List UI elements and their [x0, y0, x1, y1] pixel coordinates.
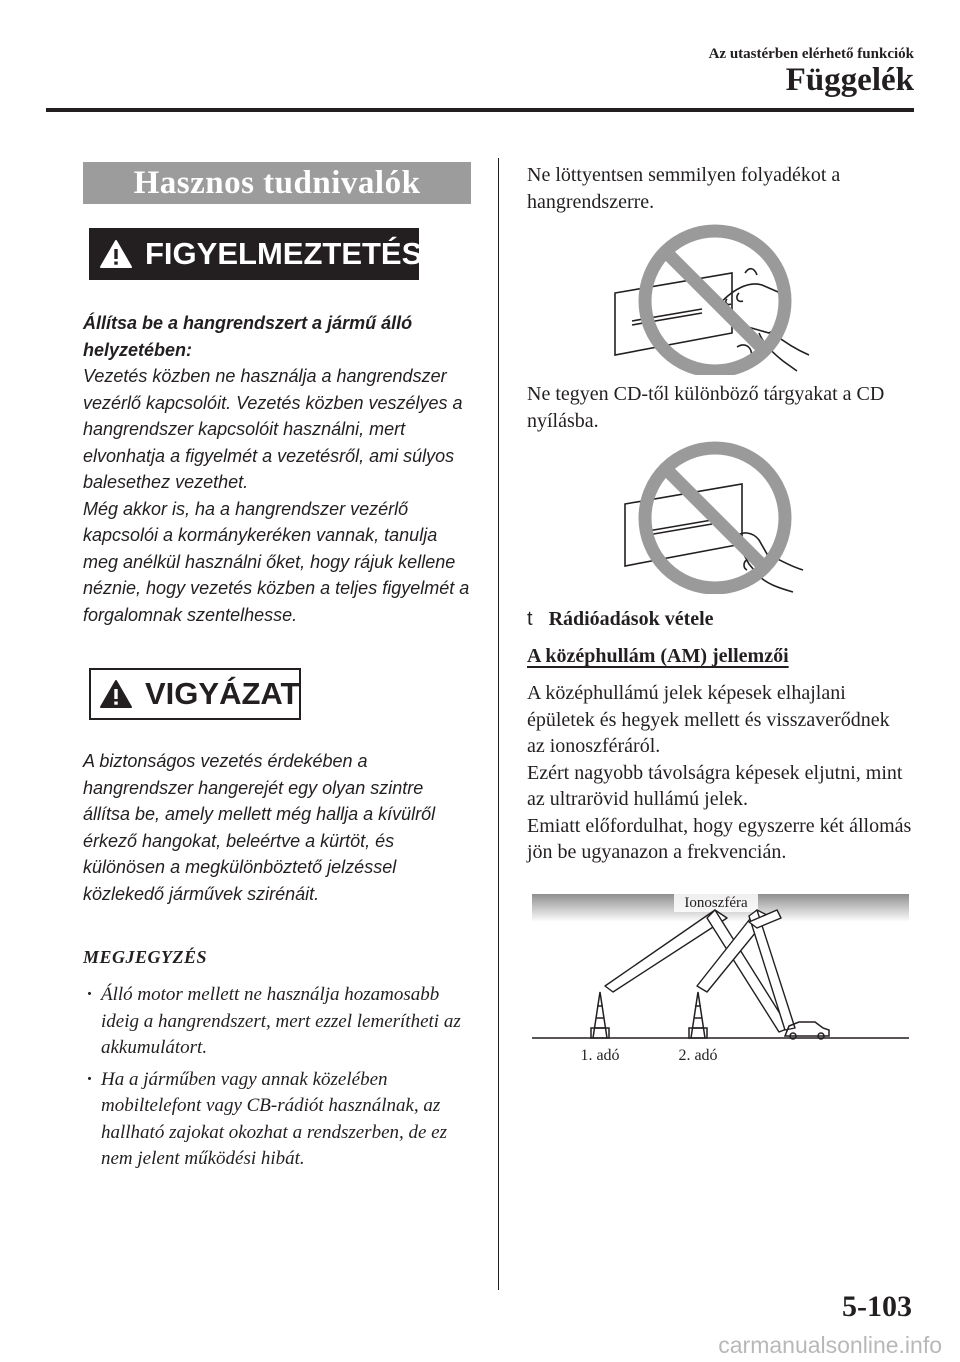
am-text — [527, 680, 912, 866]
subsection-label: Rádióadások vétele — [548, 608, 714, 630]
ionosphere-label: Ionoszféra — [684, 894, 748, 911]
header-rule — [46, 108, 914, 112]
left-column — [83, 162, 471, 1178]
paragraph: Ezért nagyobb távolságra képesek eljutni, mint az ultrarövid hullámú jelek. — [527, 761, 903, 810]
caution-paragraph: A biztonságos vezetés érdekében a hangrendszer hangerejét egy olyan szintre állítsa be, amely mellett még hallja a kívülről érkező hangokat, beleértve a kürtöt, és különösen a megkülönböztető jelzéssel közlekedő járművek szirénáit. — [83, 751, 436, 904]
warning-lead: Állítsa be a hangrendszert a jármű álló helyzetében: — [83, 313, 413, 360]
paragraph: A középhullámú jelek képesek elhajlani épületek és hegyek mellett és visszaverődnek az ionoszféráról. — [527, 682, 890, 757]
paragraph: Emiatt előfordulhat, hogy egyszerre két állomás jön be ugyanazon a frekvencián. — [527, 814, 912, 863]
note-heading: MEGJEGYZÉS — [83, 947, 208, 967]
note-list — [83, 982, 471, 1173]
chapter-title: Függelék — [785, 62, 914, 98]
no-foreign-object-illustration — [527, 434, 912, 594]
list-item: · Ha a járműben vagy annak közelében mobiltelefont vagy CB-rádiót használnak, az hallható zajokat okozhat a rendszerben, de ez nem jelent működési hibát. — [83, 1067, 471, 1173]
warning-label: FIGYELMEZTETÉS — [145, 236, 423, 271]
caution-box — [89, 668, 301, 720]
column-divider — [498, 158, 499, 1290]
transmitter-1-label: 1. adó — [580, 1046, 620, 1064]
page-number: 5-103 — [842, 1290, 912, 1323]
paragraph: Ne löttyentsen semmilyen folyadékot a hangrendszerre. — [527, 164, 841, 213]
no-liquid-illustration — [527, 215, 912, 375]
watermark: carmanualsonline.info — [718, 1332, 942, 1358]
warning-box — [89, 228, 423, 280]
warning-paragraph: Vezetés közben ne használja a hangrendszer vezérlő kapcsolóit. Vezetés közben veszélyes a hangrendszer kapcsolóit használni, mert elvonhatja a figyelmét a vezetésről, ami súlyos balesethez vezethet. — [83, 366, 463, 492]
warning-triangle-icon — [99, 239, 133, 269]
transmitter-2-label: 2. adó — [678, 1046, 718, 1064]
subsection-title — [527, 608, 912, 631]
warning-text — [83, 310, 471, 628]
subheading: A középhullám (AM) jellemzői — [527, 645, 789, 667]
warning-triangle-icon — [99, 679, 133, 709]
caution-label: VIGYÁZAT — [145, 676, 300, 711]
chapter-subtitle: Az utastérben elérhető funkciók — [708, 46, 914, 62]
list-item: · Álló motor mellett ne használja hozamosabb ideig a hangrendszert, mert ezzel lemerítheti az akkumulátort. — [83, 982, 471, 1062]
paragraph: Ne tegyen CD-től különböző tárgyakat a CD nyílásba. — [527, 383, 885, 432]
section-title: Hasznos tudnivalók — [83, 162, 471, 204]
ionosphere-diagram — [527, 888, 912, 1066]
warning-paragraph: Még akkor is, ha a hangrendszer vezérlő kapcsolói a kormánykeréken vannak, tanulja meg anélkül használni őket, hogy rájuk kellene néznie, hogy vezetés közben a teljes figyelmét a forgalomnak szentelhesse. — [83, 498, 470, 625]
right-column — [527, 162, 912, 1066]
caution-text — [83, 748, 471, 907]
subsection-bullet: t — [527, 608, 533, 630]
